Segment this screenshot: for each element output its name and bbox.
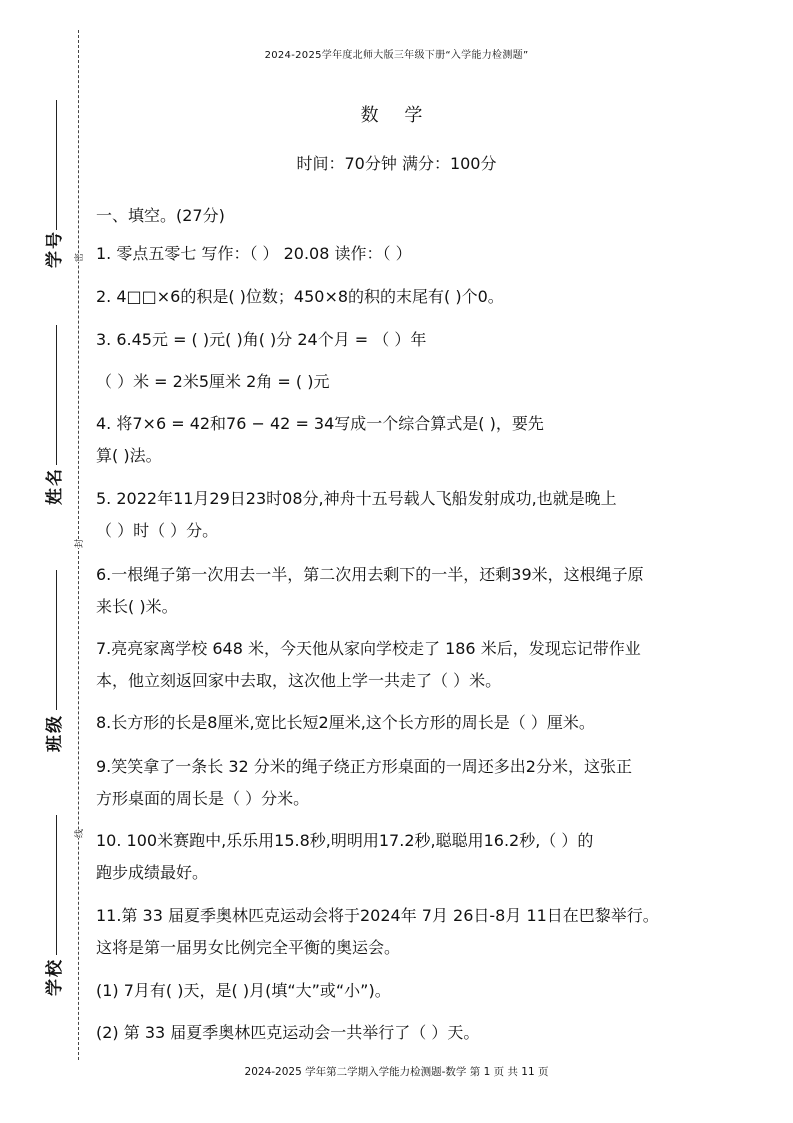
question-line: （ ）米 = 2米5厘米 2角 = ( )元	[96, 372, 330, 391]
question-line: 方形桌面的周长是（ ）分米。	[96, 789, 310, 808]
question-line: 11.第 33 届夏季奥林匹克运动会将于2024年 7月 26日-8月 11日在巴黎举行。	[96, 906, 659, 925]
class-rule	[56, 570, 57, 710]
seal-mark-xian: 线	[71, 829, 86, 838]
question-line: (2) 第 33 届夏季奥林匹克运动会一共举行了（ ）天。	[96, 1023, 480, 1042]
question-line: 8.长方形的长是8厘米,宽比长短2厘米,这个长方形的周长是（ ）厘米。	[96, 713, 595, 732]
school-label: 学校	[45, 958, 65, 996]
seal-mark-feng: 封	[71, 539, 86, 548]
question-line: 6.一根绳子第一次用去一半，第二次用去剩下的一半，还剩39米，这根绳子原	[96, 565, 644, 584]
section-heading: 一、填空。(27分)	[96, 206, 225, 225]
question-line: 这将是第一届男女比例完全平衡的奥运会。	[96, 938, 401, 957]
question-line: 10. 100米赛跑中,乐乐用15.8秒,明明用17.2秒,聪聪用16.2秒,（ ）的	[96, 831, 594, 850]
school-rule	[56, 815, 57, 955]
question-line: (1) 7月有( )天，是( )月(填“大”或“小”)。	[96, 981, 391, 1000]
name-rule	[56, 325, 57, 465]
subject-title: 数 学	[360, 105, 433, 126]
question-line: 2. 4□□×6的积是( )位数；450×8的积的末尾有( )个0。	[96, 287, 504, 306]
question-line: 7.亮亮家离学校 648 米，今天他从家向学校走了 186 米后，发现忘记带作业	[96, 639, 641, 658]
question-line: 本，他立刻返回家中去取，这次他上学一共走了（ ）米。	[96, 671, 502, 690]
question-line: 9.笑笑拿了一条长 32 分米的绳子绕正方形桌面的一周还多出2分米，这张正	[96, 757, 632, 776]
seal-mark-mi: 密	[71, 253, 86, 262]
class-label: 班级	[45, 714, 65, 752]
time-and-score: 时间：70分钟 满分：100分	[296, 154, 497, 173]
name-label: 姓名	[45, 467, 65, 505]
question-line: 3. 6.45元 = ( )元( )角( )分 24个月 = （ ）年	[96, 330, 427, 349]
question-line: 4. 将7×6 = 42和76 − 42 = 34写成一个综合算式是( )，要先	[96, 414, 544, 433]
question-line: 跑步成绩最好。	[96, 863, 209, 882]
question-line: 5. 2022年11月29日23时08分,神舟十五号载人飞船发射成功,也就是晚上	[96, 489, 617, 508]
question-line: 1. 零点五零七 写作：（ ） 20.08 读作：（ ）	[96, 244, 412, 263]
exam-title: 2024-2025学年度北师大版三年级下册“入学能力检测题”	[264, 50, 529, 61]
question-line: 算( )法。	[96, 446, 162, 465]
page-footer: 2024-2025 学年第二学期入学能力检测题-数学 第 1 页 共 11 页	[244, 1066, 549, 1078]
question-line: 来长( )米。	[96, 597, 178, 616]
question-line: （ ）时（ ）分。	[96, 521, 219, 540]
student-id-label: 学号	[45, 230, 65, 268]
